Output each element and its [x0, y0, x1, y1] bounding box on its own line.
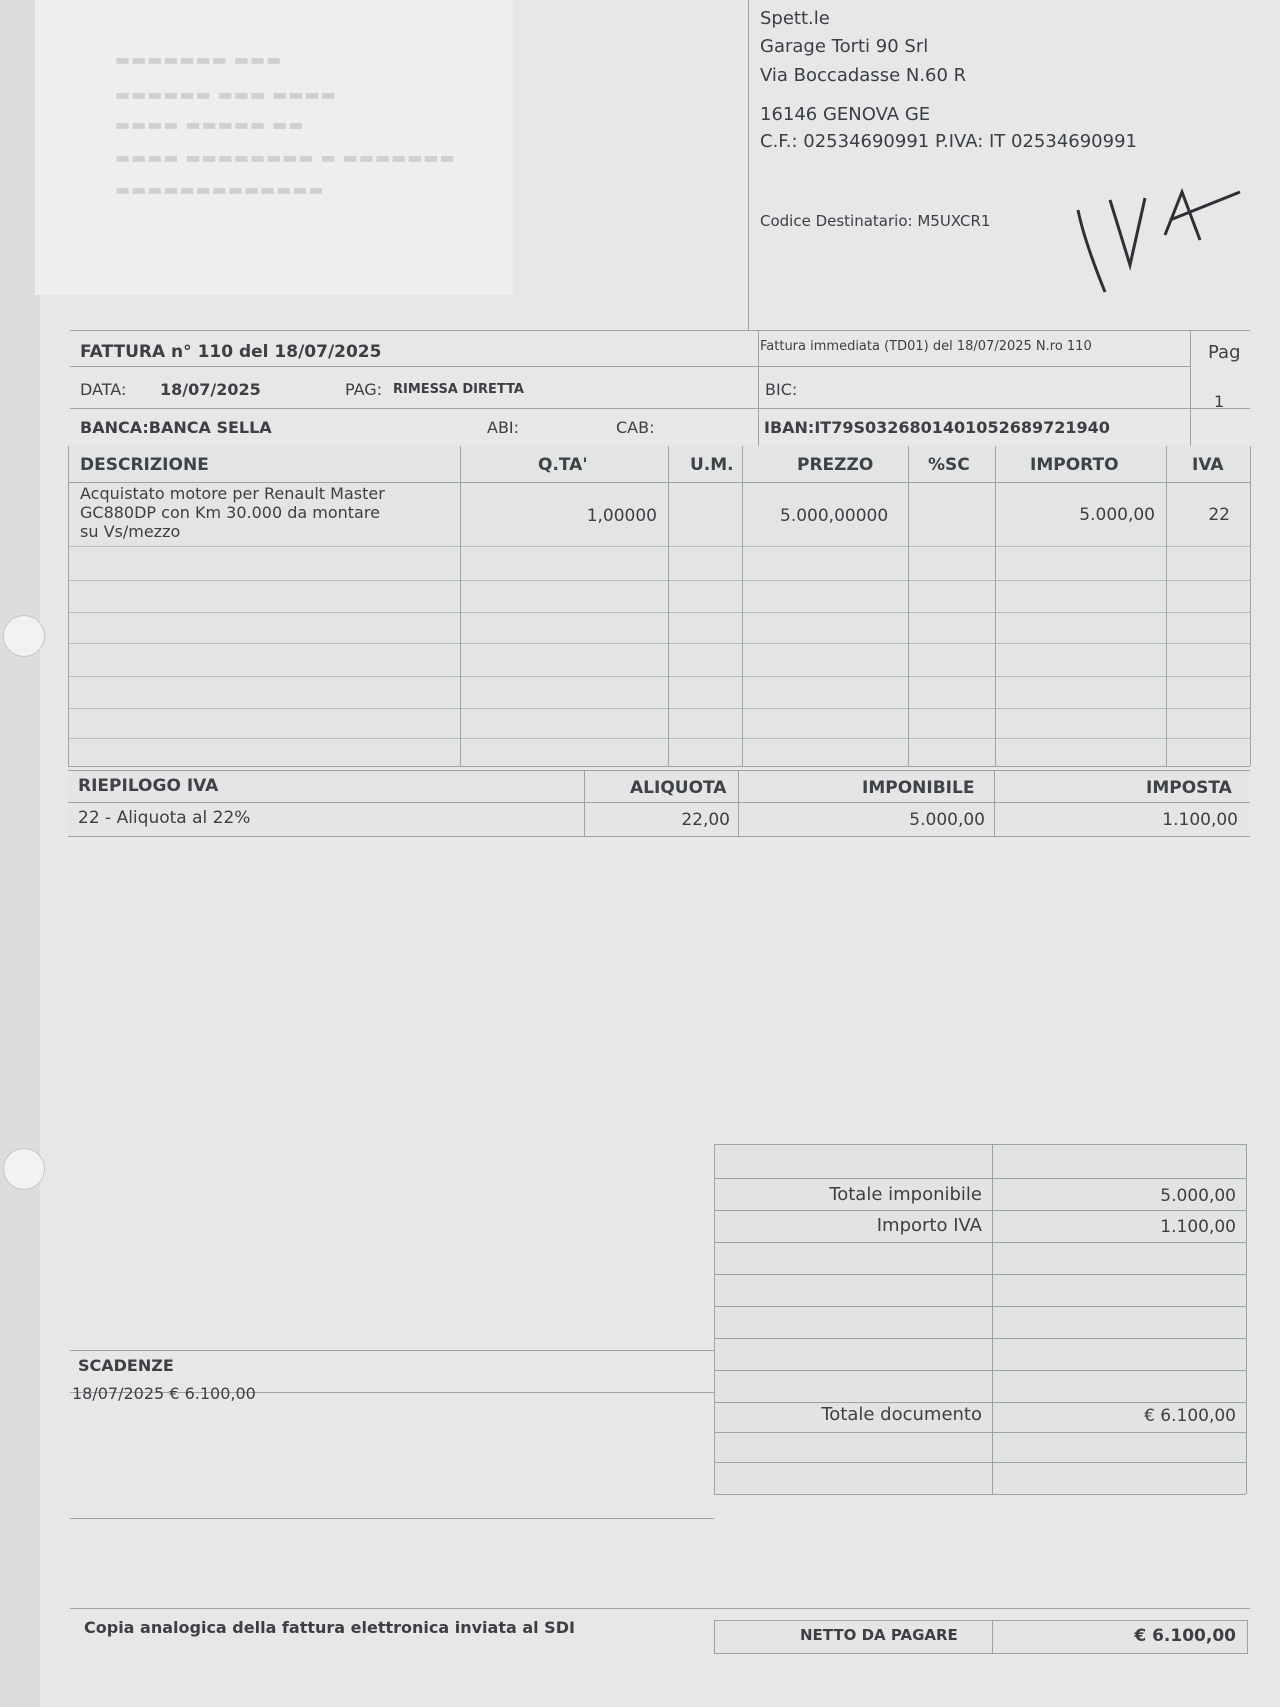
recipient-name: Garage Torti 90 Srl	[760, 36, 929, 57]
importo-iva-value: 1.100,00	[1160, 1217, 1236, 1237]
row-line	[68, 676, 1250, 677]
item-vat: 22	[1208, 505, 1230, 525]
recipient-city: 16146 GENOVA GE	[760, 104, 931, 125]
item-qty: 1,00000	[586, 506, 657, 526]
sender-line-faded: ▬▬▬▬▬▬▬ ▬▬▬	[115, 50, 283, 69]
totale-documento-value: € 6.100,00	[1144, 1406, 1236, 1426]
bic-label: BIC:	[765, 380, 798, 399]
vat-summary-line	[68, 770, 1250, 771]
footer-note: Copia analogica della fattura elettronica inviata al SDI	[84, 1618, 575, 1637]
bank-name: BANCA:BANCA SELLA	[80, 418, 272, 437]
recipient-box-border	[748, 0, 749, 330]
header-divider	[1190, 330, 1191, 446]
footer-top-line	[70, 1608, 1250, 1609]
totals-line	[714, 1274, 1246, 1275]
netto-divider	[992, 1620, 993, 1654]
col-line	[668, 446, 669, 766]
row-line	[68, 738, 1250, 739]
totals-line	[714, 1178, 1246, 1179]
col-line	[1166, 446, 1167, 766]
page-label: Pag	[1208, 342, 1241, 363]
vat-col-line	[994, 770, 995, 836]
col-header-vat: IVA	[1192, 455, 1224, 475]
sender-block	[35, 0, 513, 295]
codice-destinatario: Codice Destinatario: M5UXCR1	[760, 212, 991, 230]
vat-summary-line	[68, 836, 1250, 837]
vat-header-rate: ALIQUOTA	[630, 778, 727, 798]
col-header-um: U.M.	[690, 455, 734, 475]
totals-divider	[992, 1144, 993, 1494]
items-bottom-line	[68, 766, 1250, 767]
handwritten-iva-annotation	[1070, 180, 1250, 300]
item-description-line: Acquistato motore per Renault Master	[80, 484, 385, 503]
scadenze-label: SCADENZE	[78, 1356, 174, 1375]
totals-line	[714, 1210, 1246, 1211]
recipient-tax-ids: C.F.: 02534690991 P.IVA: IT 02534690991	[760, 131, 1137, 152]
netto-value: € 6.100,00	[1134, 1626, 1236, 1646]
header-line	[70, 366, 1190, 367]
totals-border	[1246, 1144, 1247, 1494]
item-price: 5.000,00000	[780, 506, 889, 526]
totals-line	[714, 1338, 1246, 1339]
scadenze-entry: 18/07/2025 € 6.100,00	[72, 1384, 256, 1403]
item-description-line: GC880DP con Km 30.000 da montare	[80, 503, 380, 522]
totals-line	[714, 1144, 1246, 1145]
col-header-amount: IMPORTO	[1030, 455, 1119, 475]
sender-line-faded: ▬▬▬▬ ▬▬▬▬▬ ▬▬	[115, 115, 305, 134]
sender-line-faded: ▬▬▬▬▬▬ ▬▬▬ ▬▬▬▬	[115, 85, 337, 104]
totals-line	[714, 1370, 1246, 1371]
recipient-salutation: Spett.le	[760, 8, 830, 29]
items-header-line	[68, 482, 1250, 483]
vat-col-line	[738, 770, 739, 836]
totals-line	[714, 1306, 1246, 1307]
col-line	[1250, 446, 1251, 766]
row-line	[68, 643, 1250, 644]
col-line	[742, 446, 743, 766]
header-divider	[758, 330, 759, 446]
col-header-price: PREZZO	[797, 455, 874, 475]
scadenze-line	[70, 1350, 714, 1351]
footer-note-line1	[84, 1618, 575, 1637]
page-edge-shadow	[0, 0, 40, 1707]
cab-label: CAB:	[616, 418, 655, 437]
importo-iva-label: Importo IVA	[876, 1215, 982, 1236]
totals-line	[714, 1242, 1246, 1243]
data-label: DATA:	[80, 380, 127, 399]
item-amount: 5.000,00	[1079, 505, 1155, 525]
header-top-line	[70, 330, 1250, 331]
vat-summary-line	[68, 802, 1250, 803]
totale-documento-label: Totale documento	[821, 1404, 982, 1425]
vat-header-tax: IMPOSTA	[1146, 778, 1232, 798]
vat-header-taxable: IMPONIBILE	[862, 778, 975, 798]
col-line	[460, 446, 461, 766]
netto-label: NETTO DA PAGARE	[800, 1626, 958, 1644]
row-line	[68, 708, 1250, 709]
invoice-title: FATTURA n° 110 del 18/07/2025	[80, 342, 382, 362]
totals-line	[714, 1494, 1246, 1495]
vat-row-rate: 22,00	[681, 810, 730, 830]
data-value: 18/07/2025	[160, 380, 261, 399]
totals-border	[714, 1144, 715, 1494]
col-header-description: DESCRIZIONE	[80, 455, 209, 475]
scadenze-line	[70, 1518, 714, 1519]
totale-imponibile-value: 5.000,00	[1160, 1186, 1236, 1206]
abi-label: ABI:	[487, 418, 520, 437]
col-line	[908, 446, 909, 766]
recipient-address: Via Boccadasse N.60 R	[760, 65, 967, 86]
row-line	[68, 580, 1250, 581]
totals-line	[714, 1432, 1246, 1433]
item-description-line: su Vs/mezzo	[80, 522, 181, 541]
iban: IBAN:IT79S0326801401052689721940	[764, 418, 1110, 437]
col-line	[68, 446, 69, 766]
row-line	[68, 546, 1250, 547]
sender-line-faded: ▬▬▬▬▬▬▬▬▬▬▬▬▬	[115, 180, 325, 199]
sender-line-faded: ▬▬▬▬ ▬▬▬▬▬▬▬▬ ▬ ▬▬▬▬▬▬▬	[115, 148, 456, 167]
invoice-type-line: Fattura immediata (TD01) del 18/07/2025 N.ro 110	[760, 339, 1092, 354]
vat-summary-title: RIEPILOGO IVA	[78, 776, 219, 796]
col-header-qty: Q.TA'	[538, 455, 588, 475]
header-line	[70, 408, 1250, 409]
payment-value: RIMESSA DIRETTA	[393, 382, 524, 397]
totals-line	[714, 1402, 1246, 1403]
col-header-discount: %SC	[928, 455, 970, 475]
totals-line	[714, 1462, 1246, 1463]
page-number: 1	[1214, 392, 1225, 411]
totale-imponibile-label: Totale imponibile	[829, 1184, 982, 1205]
vat-row-taxable: 5.000,00	[909, 810, 985, 830]
item-description	[80, 484, 385, 541]
vat-col-line	[584, 770, 585, 836]
vat-row-tax: 1.100,00	[1162, 810, 1238, 830]
row-line	[68, 612, 1250, 613]
payment-label: PAG:	[345, 380, 383, 399]
binder-hole	[3, 1148, 45, 1190]
col-line	[995, 446, 996, 766]
binder-hole	[3, 615, 45, 657]
vat-row-label: 22 - Aliquota al 22%	[78, 808, 251, 828]
